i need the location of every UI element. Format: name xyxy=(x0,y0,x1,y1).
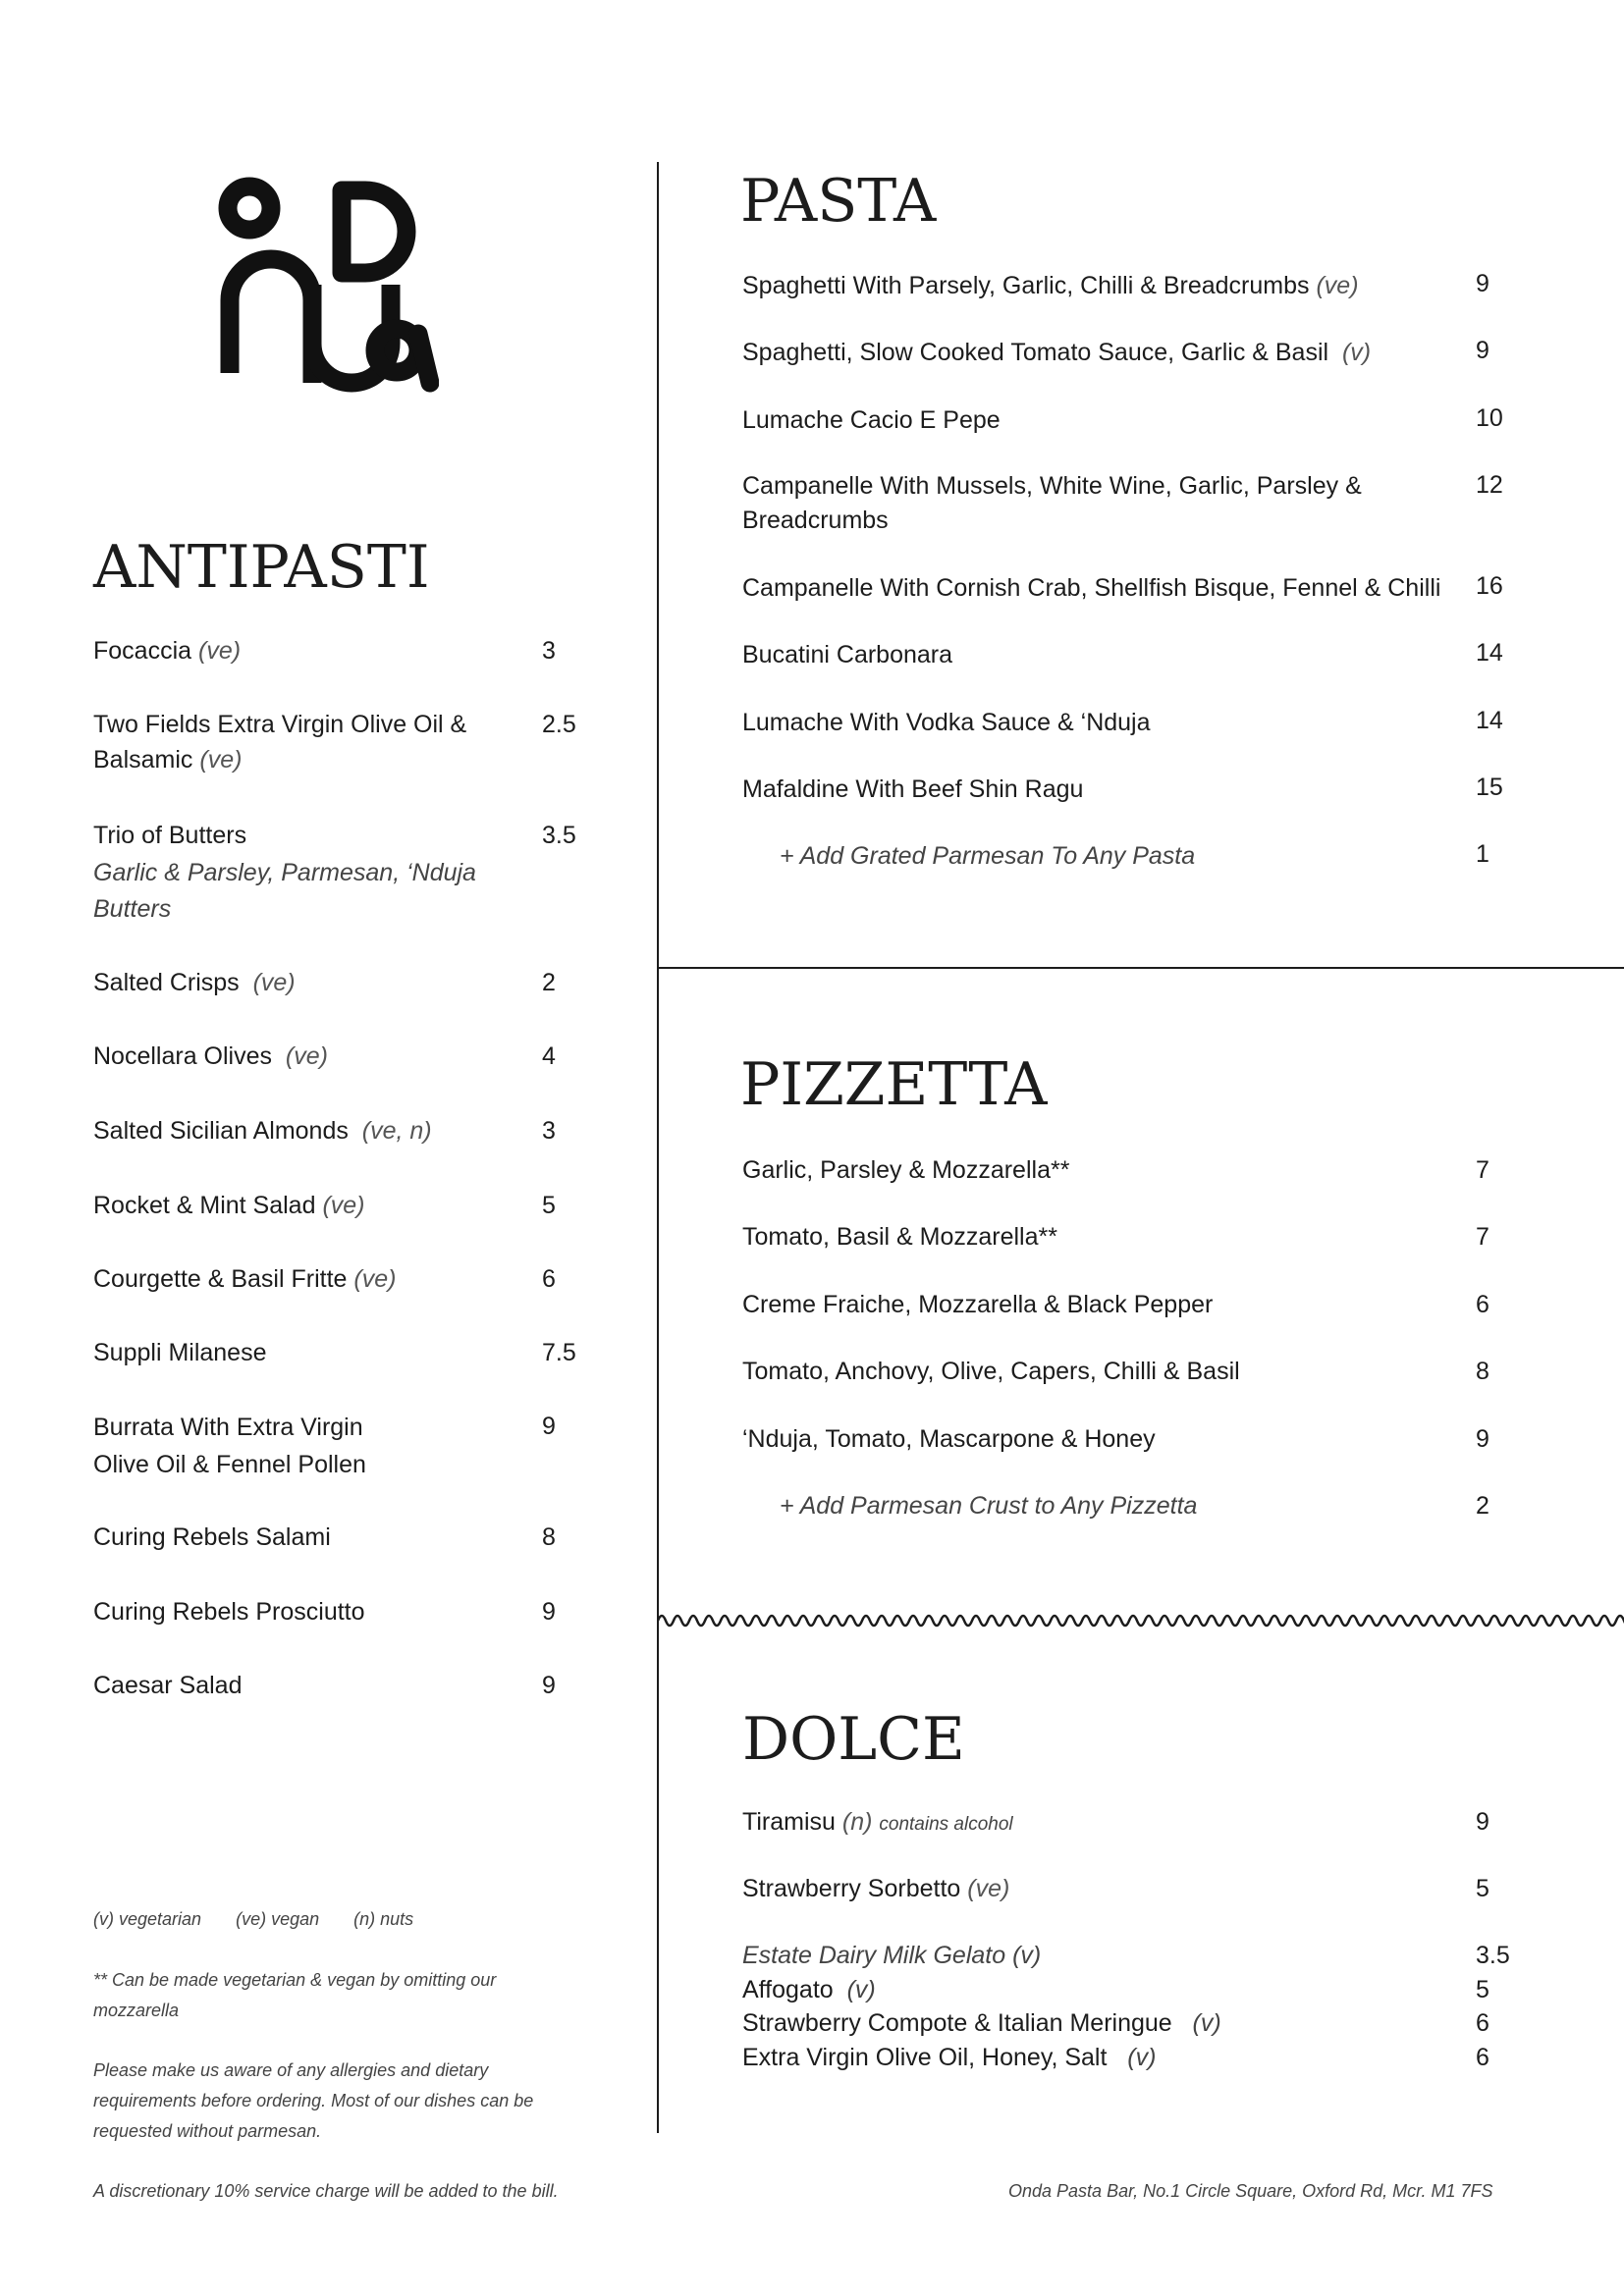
menu-item xyxy=(742,570,1440,606)
menu-item xyxy=(93,1409,366,1483)
item-price: 9 xyxy=(1476,1808,1489,1836)
diet-legend xyxy=(93,1904,443,1935)
item-price: 15 xyxy=(1476,774,1503,801)
item-price: 8 xyxy=(1476,1358,1489,1385)
pizzetta-title: PIZZETTA xyxy=(740,1050,1048,1119)
item-name: Tomato, Anchovy, Olive, Capers, Chilli & Basil xyxy=(742,1358,1240,1385)
item-price: 6 xyxy=(542,1265,556,1293)
note-line: requested without parmesan. xyxy=(93,2121,322,2141)
item-name: Rocket & Mint Salad xyxy=(93,1192,316,1219)
menu-item xyxy=(742,2041,1221,2075)
item-name: Courgette & Basil Fritte xyxy=(93,1265,348,1293)
diet-tag: (n) xyxy=(841,1808,873,1836)
menu-item xyxy=(742,1354,1240,1389)
item-name: ‘Nduja, Tomato, Mascarpone & Honey xyxy=(742,1425,1156,1453)
restaurant-address: Onda Pasta Bar, No.1 Circle Square, Oxford Rd, Mcr. M1 7FS xyxy=(1008,2181,1493,2201)
diet-tag: (ve) xyxy=(353,1265,397,1293)
menu-item xyxy=(93,965,296,1000)
note-line: requirements before ordering. Most of our dishes can be xyxy=(93,2091,534,2110)
menu-item xyxy=(93,1668,242,1703)
item-price: 2 xyxy=(1476,1492,1489,1520)
item-name: Breadcrumbs xyxy=(742,507,889,534)
diet-tag: (v) xyxy=(846,1975,876,2003)
diet-tag: (v) xyxy=(1192,2009,1221,2037)
item-price: 2.5 xyxy=(542,711,576,738)
item-price: 6 xyxy=(1476,2009,1489,2037)
item-name: Burrata With Extra Virgin xyxy=(93,1414,363,1441)
menu-item xyxy=(93,1113,432,1148)
diet-tag: (ve) xyxy=(285,1042,328,1070)
item-price: 9 xyxy=(542,1598,556,1626)
item-price: 3 xyxy=(542,1117,556,1145)
item-name: Strawberry Sorbetto xyxy=(742,1875,961,1902)
item-price: 9 xyxy=(1476,337,1489,364)
item-name: Bucatini Carbonara xyxy=(742,641,953,668)
item-name: Estate Dairy Milk Gelato (v) xyxy=(742,1942,1042,1969)
item-name: Mafaldine With Beef Shin Ragu xyxy=(742,775,1084,803)
item-price: 1 xyxy=(1476,840,1489,868)
menu-item xyxy=(742,469,1362,538)
item-price: 10 xyxy=(1476,404,1503,432)
pasta-addon: + Add Grated Parmesan To Any Pasta xyxy=(780,842,1196,870)
menu-item xyxy=(742,705,1151,740)
item-price: 6 xyxy=(1476,2043,1489,2071)
diet-tag: (ve) xyxy=(252,969,296,996)
pasta-title: PASTA xyxy=(740,167,937,236)
menu-item xyxy=(742,637,952,672)
diet-tag: (ve) xyxy=(198,637,242,665)
horizontal-divider xyxy=(658,967,1624,969)
item-name: Balsamic xyxy=(93,746,193,774)
item-price: 7 xyxy=(1476,1156,1489,1184)
service-charge-note: A discretionary 10% service charge will be added to the bill. xyxy=(93,2181,559,2201)
item-price: 12 xyxy=(1476,471,1503,499)
mozzarella-note xyxy=(93,1965,496,2026)
antipasti-title: ANTIPASTI xyxy=(93,533,430,602)
menu-item xyxy=(742,335,1371,370)
item-name: Salted Crisps xyxy=(93,969,240,996)
menu-item xyxy=(93,633,241,668)
item-name: Extra Virgin Olive Oil, Honey, Salt xyxy=(742,2043,1108,2071)
item-price: 5 xyxy=(1476,1975,1489,2003)
item-price: 7 xyxy=(1476,1223,1489,1251)
item-name: Trio of Butters xyxy=(93,822,247,849)
menu-item xyxy=(742,1287,1213,1322)
item-name: Lumache With Vodka Sauce & ‘Nduja xyxy=(742,709,1151,736)
menu-item xyxy=(742,1152,1069,1188)
dolce-title: DOLCE xyxy=(742,1705,965,1774)
item-name: Curing Rebels Prosciutto xyxy=(93,1598,365,1626)
menu-item xyxy=(742,772,1083,807)
item-name: Garlic, Parsley & Mozzarella** xyxy=(742,1156,1070,1184)
item-price: 5 xyxy=(542,1192,556,1219)
item-name: Two Fields Extra Virgin Olive Oil & xyxy=(93,711,467,738)
note-line: Please make us aware of any allergies and dietary xyxy=(93,2060,489,2080)
item-price: 3.5 xyxy=(542,822,576,849)
gelato-list xyxy=(742,1939,1221,2074)
legend-vegan: (ve) vegan xyxy=(236,1909,320,1929)
item-name: Suppli Milanese xyxy=(93,1339,267,1366)
item-price: 3 xyxy=(542,637,556,665)
diet-tag: (v) xyxy=(1341,339,1372,366)
item-name: Campanelle With Cornish Crab, Shellfish Bisque, Fennel & Chilli xyxy=(742,574,1441,602)
menu-item xyxy=(742,402,1001,438)
pizzetta-addon: + Add Parmesan Crust to Any Pizzetta xyxy=(780,1492,1198,1520)
item-name: Caesar Salad xyxy=(93,1672,243,1699)
item-price: 9 xyxy=(542,1672,556,1699)
item-price: 9 xyxy=(542,1413,556,1440)
diet-tag: (ve) xyxy=(322,1192,365,1219)
diet-tag: (ve) xyxy=(967,1875,1010,1902)
menu-item xyxy=(93,818,476,929)
item-price: 14 xyxy=(1476,707,1503,734)
menu-item xyxy=(93,1261,396,1297)
onda-logo xyxy=(218,177,439,393)
item-name: Olive Oil & Fennel Pollen xyxy=(93,1451,366,1478)
diet-tag: (ve, n) xyxy=(361,1117,432,1145)
item-name: Salted Sicilian Almonds xyxy=(93,1117,349,1145)
vertical-divider xyxy=(657,162,659,2133)
allergy-note xyxy=(93,2056,533,2147)
item-price: 14 xyxy=(1476,639,1503,667)
legend-vegetarian: (v) vegetarian xyxy=(93,1909,202,1929)
item-name: Affogato xyxy=(742,1975,834,2003)
menu-item xyxy=(742,268,1359,303)
item-name: Campanelle With Mussels, White Wine, Garlic, Parsley & xyxy=(742,472,1362,500)
menu-item xyxy=(742,1804,1013,1842)
item-name: Tomato, Basil & Mozzarella** xyxy=(742,1223,1057,1251)
item-name: Nocellara Olives xyxy=(93,1042,273,1070)
wavy-divider xyxy=(658,1606,1624,1635)
diet-tag: (v) xyxy=(1127,2043,1157,2071)
item-price: 5 xyxy=(1476,1875,1489,1902)
menu-item xyxy=(742,1973,1221,2007)
diet-tag: (ve) xyxy=(199,746,243,774)
menu-item xyxy=(93,1188,365,1223)
item-description: Garlic & Parsley, Parmesan, ‘Nduja xyxy=(93,858,476,886)
menu-item xyxy=(93,1594,365,1629)
item-price: 9 xyxy=(1476,270,1489,297)
item-price: 2 xyxy=(542,969,556,996)
item-name: Strawberry Compote & Italian Meringue xyxy=(742,2009,1172,2037)
item-price: 9 xyxy=(1476,1425,1489,1453)
item-name: Tiramisu xyxy=(742,1808,836,1836)
legend-nuts: (n) nuts xyxy=(353,1909,414,1929)
item-name: Curing Rebels Salami xyxy=(93,1523,331,1551)
menu-item xyxy=(93,707,466,777)
item-note: contains alcohol xyxy=(879,1814,1013,1835)
note-line: ** Can be made vegetarian & vegan by omitting our xyxy=(93,1970,497,1990)
item-name: Lumache Cacio E Pepe xyxy=(742,406,1001,434)
note-line: mozzarella xyxy=(93,2001,180,2020)
menu-item xyxy=(93,1335,267,1370)
diet-tag: (ve) xyxy=(1316,272,1359,299)
menu-item xyxy=(742,1421,1156,1457)
menu-item xyxy=(93,1520,331,1555)
item-price: 8 xyxy=(542,1523,556,1551)
item-price: 3.5 xyxy=(1476,1942,1510,1969)
menu-item xyxy=(742,2006,1221,2041)
menu-item xyxy=(742,1871,1009,1906)
item-price: 4 xyxy=(542,1042,556,1070)
item-price: 16 xyxy=(1476,572,1503,600)
menu-item xyxy=(93,1039,328,1074)
item-name: Spaghetti With Parsely, Garlic, Chilli & Breadcrumbs xyxy=(742,272,1310,299)
item-name: Focaccia xyxy=(93,637,192,665)
item-name: Spaghetti, Slow Cooked Tomato Sauce, Garlic & Basil xyxy=(742,339,1329,366)
gelato-prices xyxy=(1476,1939,1510,2074)
item-description: Butters xyxy=(93,895,172,923)
menu-item xyxy=(742,1219,1057,1255)
item-price: 6 xyxy=(1476,1291,1489,1318)
item-name: Creme Fraiche, Mozzarella & Black Pepper xyxy=(742,1291,1214,1318)
item-price: 7.5 xyxy=(542,1339,576,1366)
